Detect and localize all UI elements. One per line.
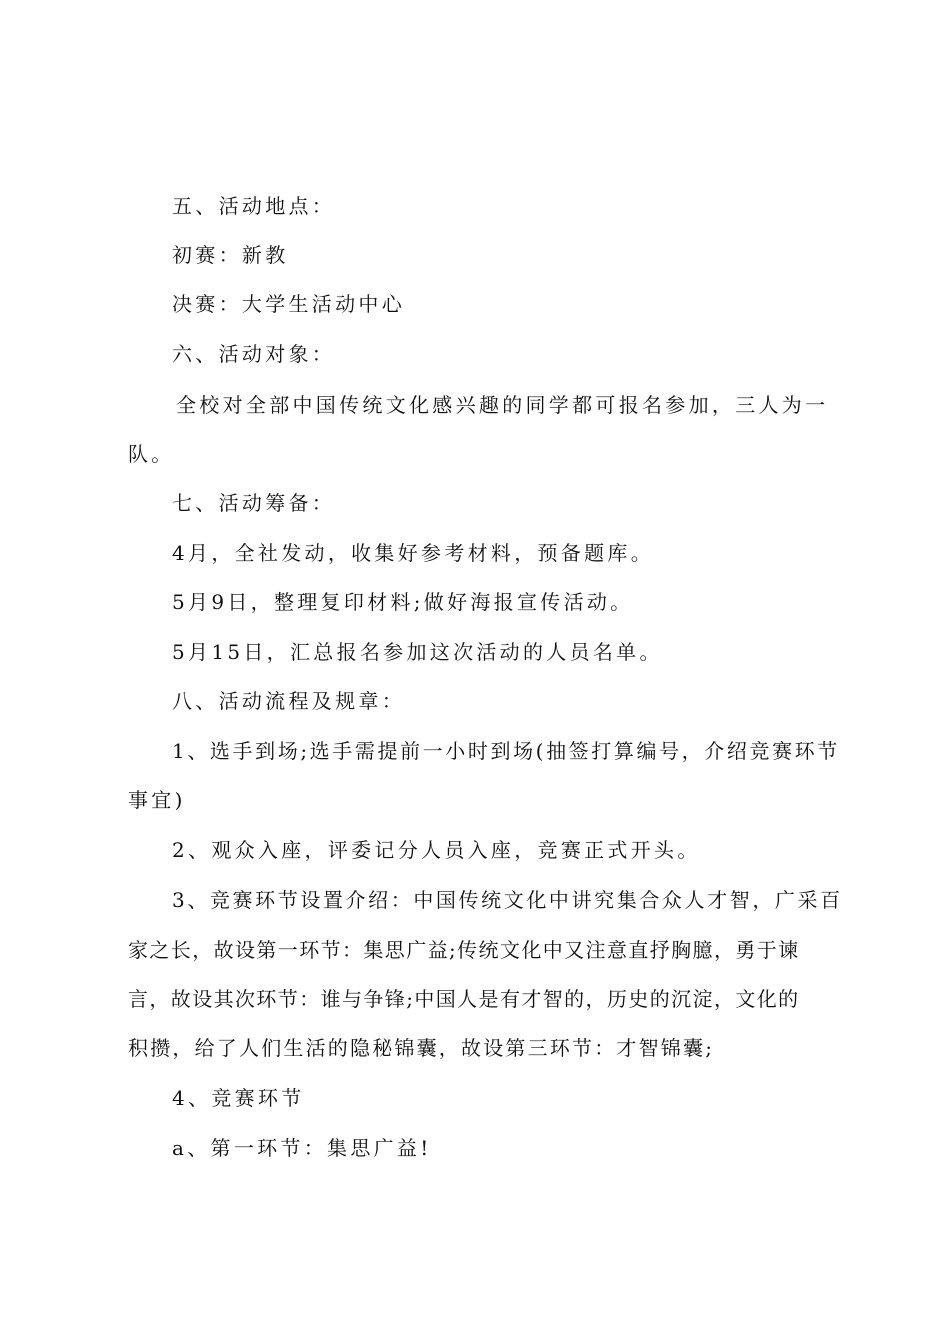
process-item-3-line-3: 言，故设其次环节：谁与争锋;中国人是有才智的，历史的沉淀，文化的: [128, 987, 800, 1011]
participants-text-line-1: 全校对全部中国传统文化感兴趣的同学都可报名参加，三人为一: [176, 393, 829, 417]
process-item-1-line-1: 1、选手到场;选手需提前一小时到场(抽签打算编号，介绍竞赛环节: [172, 739, 840, 763]
process-item-3-line-4: 积攒，给了人们生活的隐秘锦囊，故设第三环节：才智锦囊;: [128, 1036, 715, 1060]
process-item-3-line-2: 家之长，故设第一环节：集思广益;传统文化中又注意直抒胸臆，勇于谏: [128, 938, 800, 962]
section-heading-preparation: 七、活动筹备：: [172, 491, 336, 515]
section-heading-participants: 六、活动对象：: [172, 342, 336, 366]
process-item-3-line-1: 3、竞赛环节设置介绍：中国传统文化中讲究集合众人才智，广采百: [172, 888, 843, 912]
preliminary-venue: 初赛：新教: [172, 243, 289, 267]
process-item-4: 4、竞赛环节: [172, 1086, 305, 1110]
process-item-2: 2、观众入座，评委记分人员入座，竞赛正式开头。: [172, 838, 701, 862]
final-venue: 决赛：大学生活动中心: [172, 292, 405, 316]
round-one-heading: a、第一环节：集思广益!: [172, 1136, 432, 1160]
preparation-may-9: 5月9日，整理复印材料;做好海报宣传活动。: [172, 590, 634, 614]
preparation-may-15: 5月15日，汇总报名参加这次活动的人员名单。: [172, 640, 663, 664]
process-item-1-line-2: 事宜): [128, 788, 186, 812]
section-heading-location: 五、活动地点：: [172, 194, 336, 218]
preparation-april: 4月，全社发动，收集好参考材料，预备题库。: [172, 541, 655, 565]
participants-text-line-2: 队。: [128, 442, 175, 466]
section-heading-process: 八、活动流程及规章：: [172, 689, 405, 713]
